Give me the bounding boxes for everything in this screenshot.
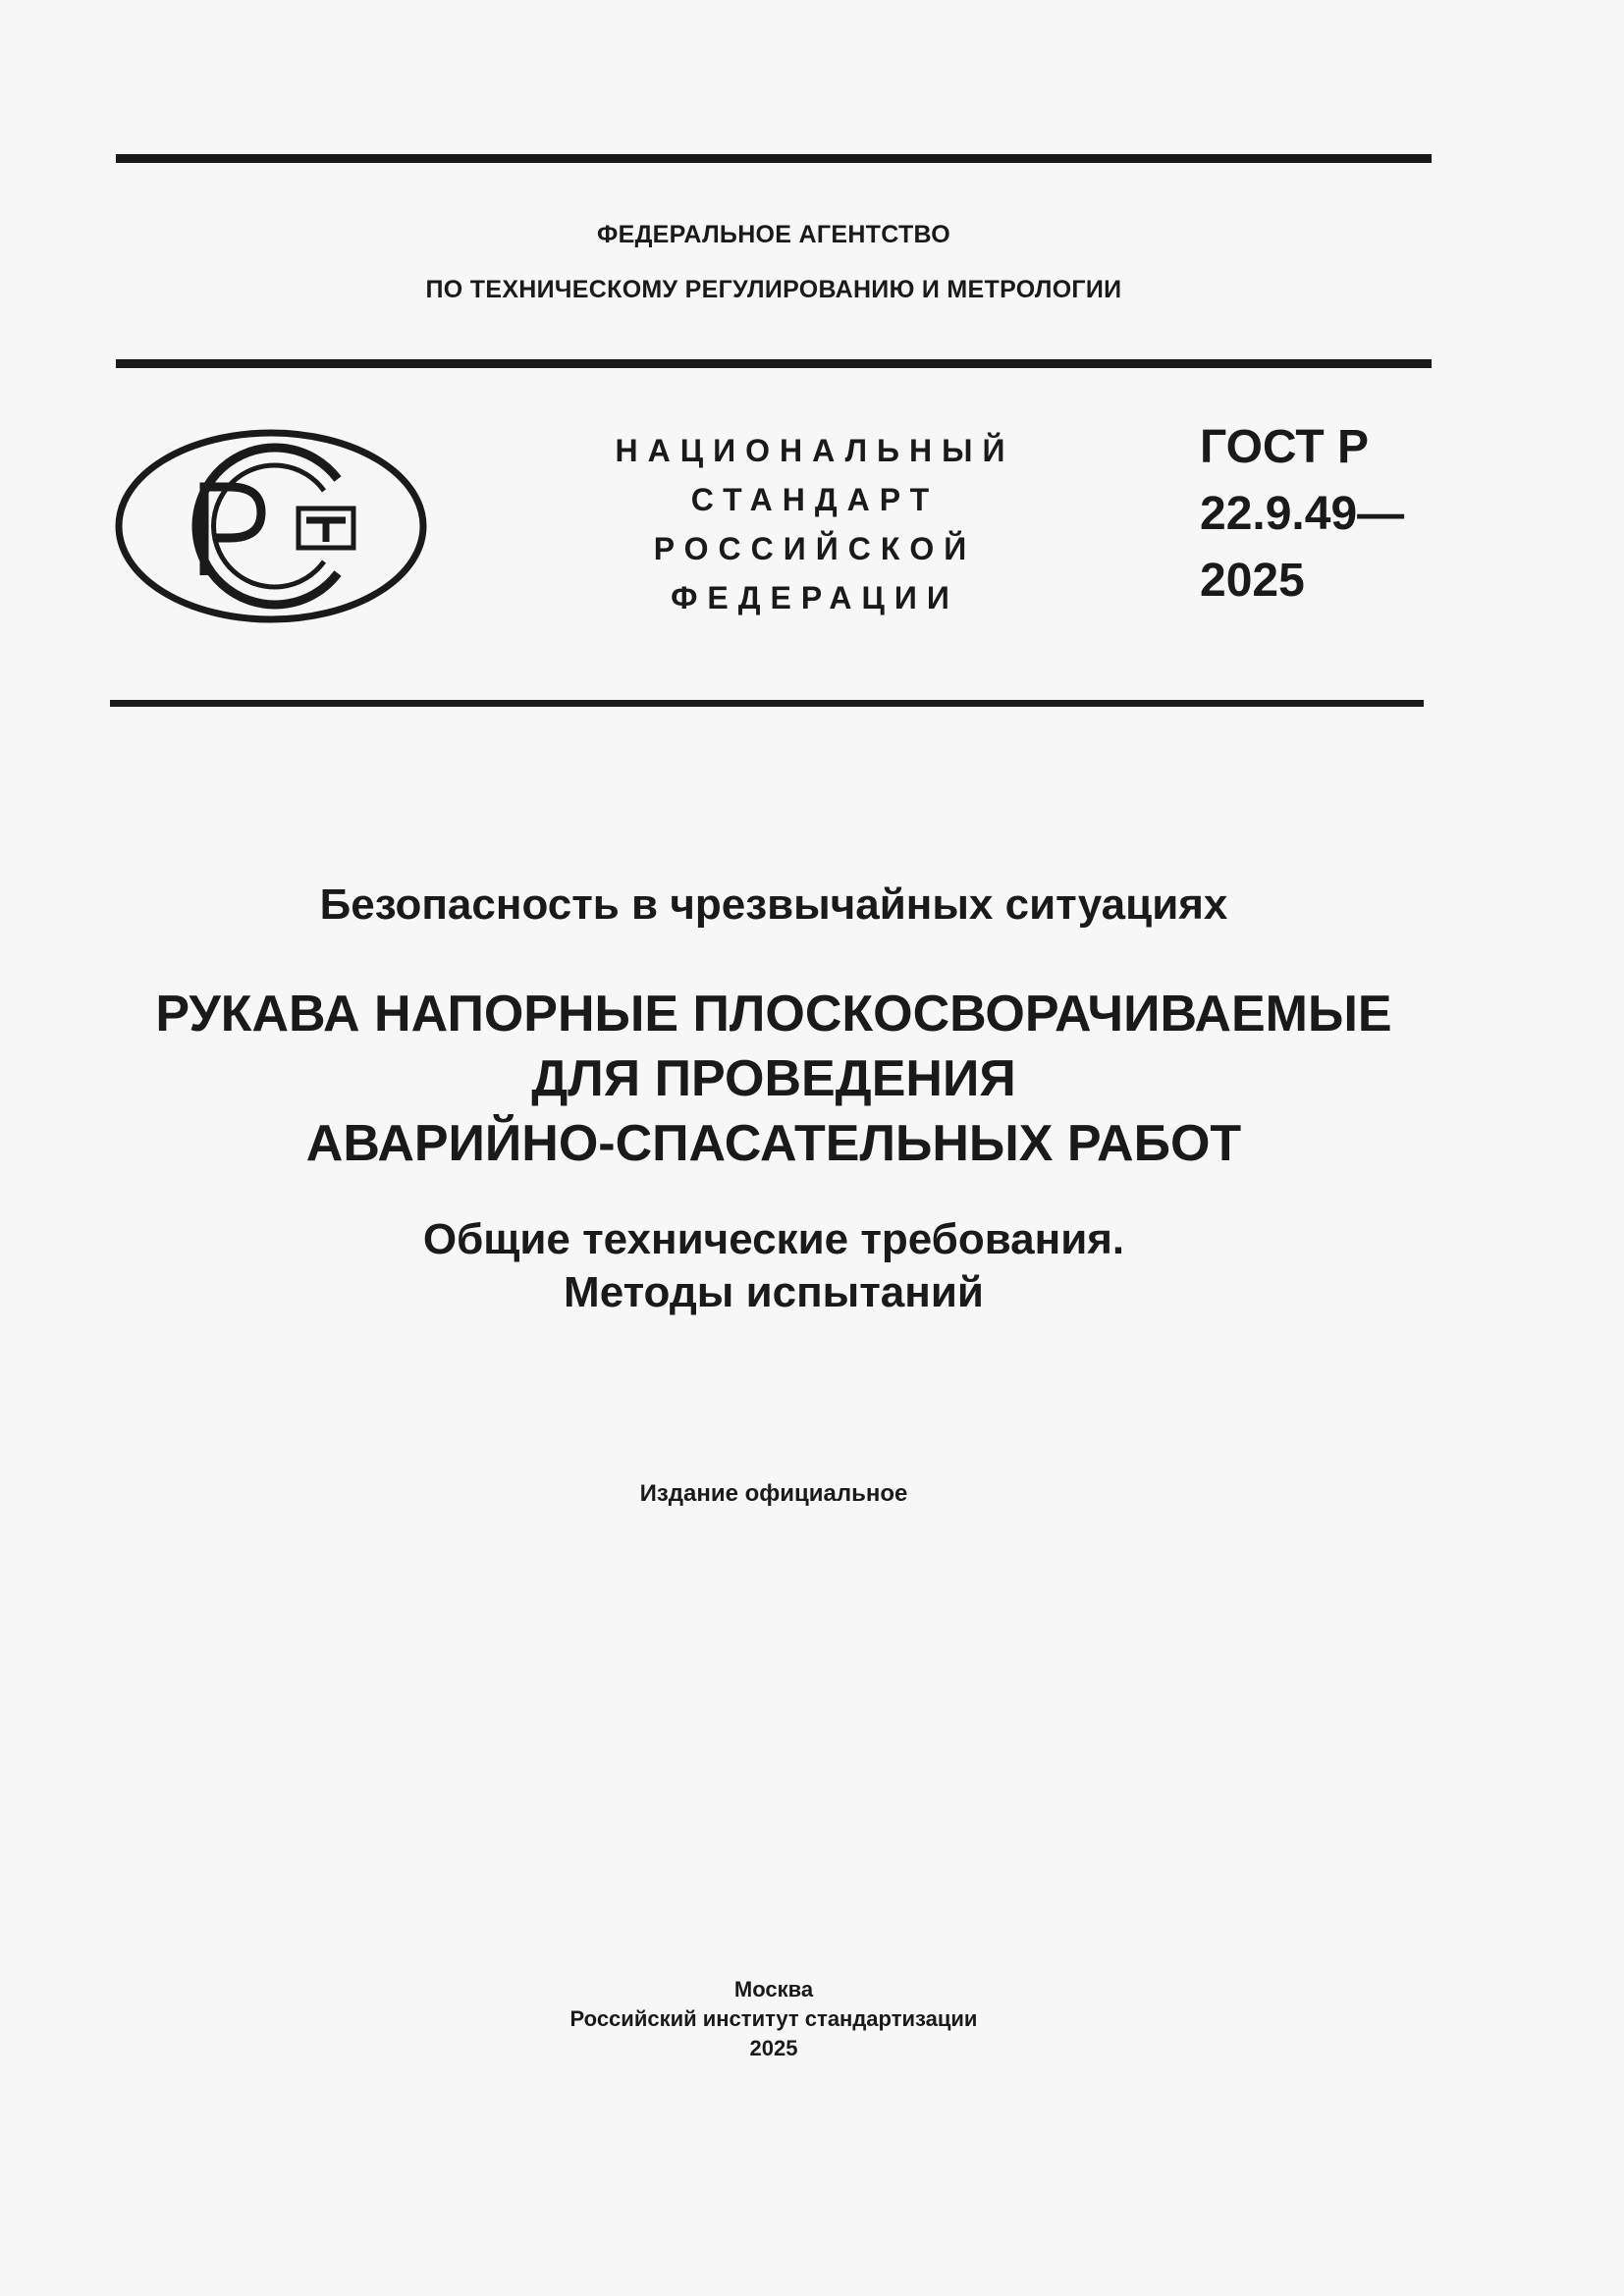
publisher-name: Российский институт стандартизации bbox=[569, 2006, 978, 2031]
agency-line-1: ФЕДЕРАЛЬНОЕ АГЕНТСТВО bbox=[596, 221, 951, 248]
subtitle-line-1: Общие технические требования. bbox=[422, 1215, 1125, 1263]
title-line-1: РУКАВА НАПОРНЫЕ ПЛОСКОСВОРАЧИВАЕМЫЕ bbox=[155, 986, 1392, 1042]
national-line-4: ФЕДЕРАЦИИ bbox=[671, 580, 959, 615]
publisher-block bbox=[0, 1975, 1547, 2063]
subtitle-line-2: Методы испытаний bbox=[564, 1268, 984, 1316]
title-line-2: ДЛЯ ПРОВЕДЕНИЯ bbox=[531, 1050, 1016, 1107]
publisher-city: Москва bbox=[733, 1977, 814, 2002]
gost-line-3: 2025 bbox=[1200, 555, 1305, 607]
title-line-3: АВАРИЙНО-СПАСАТЕЛЬНЫХ РАБОТ bbox=[305, 1115, 1242, 1172]
header-rule bbox=[116, 359, 1432, 368]
national-standard-label bbox=[550, 426, 1080, 622]
gost-line-2: 22.9.49— bbox=[1200, 488, 1405, 540]
national-line-3: РОССИЙСКОЙ bbox=[653, 531, 977, 566]
standard-block-rule bbox=[110, 700, 1424, 707]
edition-label: Издание официальное bbox=[639, 1480, 908, 1507]
rst-certification-mark-icon bbox=[114, 428, 428, 624]
national-line-1: НАЦИОНАЛЬНЫЙ bbox=[615, 433, 1015, 468]
document-title bbox=[0, 982, 1547, 1176]
top-rule bbox=[116, 154, 1432, 163]
gost-line-1: ГОСТ Р bbox=[1200, 421, 1370, 473]
series-title: Безопасность в чрезвычайных ситуациях bbox=[319, 881, 1228, 929]
gost-number bbox=[1200, 414, 1404, 614]
national-line-2: СТАНДАРТ bbox=[690, 482, 940, 517]
agency-line-2: ПО ТЕХНИЧЕСКОМУ РЕГУЛИРОВАНИЮ И МЕТРОЛОГИИ bbox=[425, 276, 1122, 303]
document-subtitle bbox=[0, 1213, 1547, 1319]
publication-year: 2025 bbox=[749, 2036, 798, 2060]
